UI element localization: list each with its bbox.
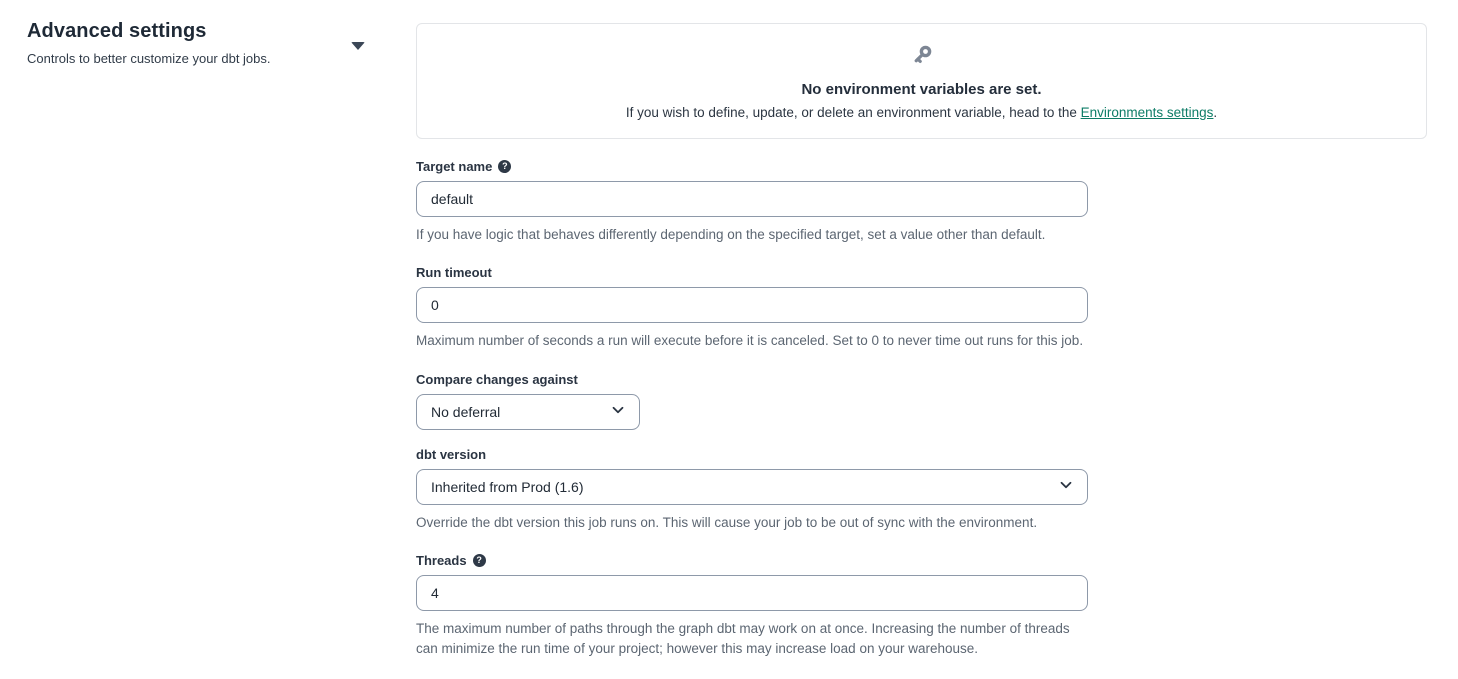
target-name-input[interactable] (416, 181, 1088, 217)
compare-changes-selected-value: No deferral (431, 403, 501, 420)
env-message-prefix: If you wish to define, update, or delete an environment variable, head to the (625, 105, 1081, 120)
help-icon[interactable]: ? (473, 554, 486, 567)
help-icon[interactable]: ? (498, 160, 511, 173)
caret-down-icon[interactable] (351, 42, 365, 50)
field-dbt-version (416, 447, 1427, 533)
chevron-down-icon (1059, 478, 1073, 495)
dbt-version-help-text: Override the dbt version this job runs on. This will cause your job to be out of sync with the environment. (416, 514, 1038, 530)
run-timeout-label: Run timeout (416, 265, 492, 281)
compare-changes-select[interactable] (416, 394, 640, 430)
section-header (0, 20, 416, 679)
field-run-timeout (416, 265, 1427, 351)
page-title: Advanced settings (27, 20, 207, 42)
dbt-version-label: dbt version (416, 446, 487, 462)
advanced-settings-form (416, 159, 1427, 659)
run-timeout-input[interactable] (416, 287, 1088, 323)
settings-content (416, 20, 1427, 679)
environment-variables-empty-state (416, 23, 1427, 139)
field-threads (416, 553, 1427, 660)
dbt-version-select[interactable] (416, 469, 1088, 505)
run-timeout-help-text: Maximum number of seconds a run will execute before it is canceled. Set to 0 to never time out runs for this job. (416, 333, 1084, 349)
threads-input[interactable] (416, 575, 1088, 611)
field-target-name (416, 159, 1427, 245)
dbt-version-selected-value: Inherited from Prod (1.6) (431, 478, 584, 495)
env-empty-title: No environment variables are set. (801, 81, 1042, 98)
env-empty-message (437, 105, 1406, 120)
field-compare-changes (416, 372, 1427, 430)
target-name-label: Target name (416, 159, 493, 174)
chevron-down-icon (611, 403, 625, 420)
env-message-suffix: . (1213, 105, 1218, 120)
threads-help-text: The maximum number of paths through the graph dbt may work on at once. Increasing the number of threads can minimize the run time of your project; however this may increase load on your warehouse. (416, 620, 1070, 656)
environments-settings-link[interactable]: Environments settings (1080, 105, 1214, 120)
target-name-help-text: If you have logic that behaves differently depending on the specified target, set a value other than default. (416, 227, 1046, 242)
key-icon (909, 43, 935, 67)
compare-changes-label: Compare changes against (416, 371, 578, 387)
page-subtitle: Controls to better customize your dbt jobs. (27, 51, 271, 66)
threads-label: Threads (416, 552, 467, 568)
